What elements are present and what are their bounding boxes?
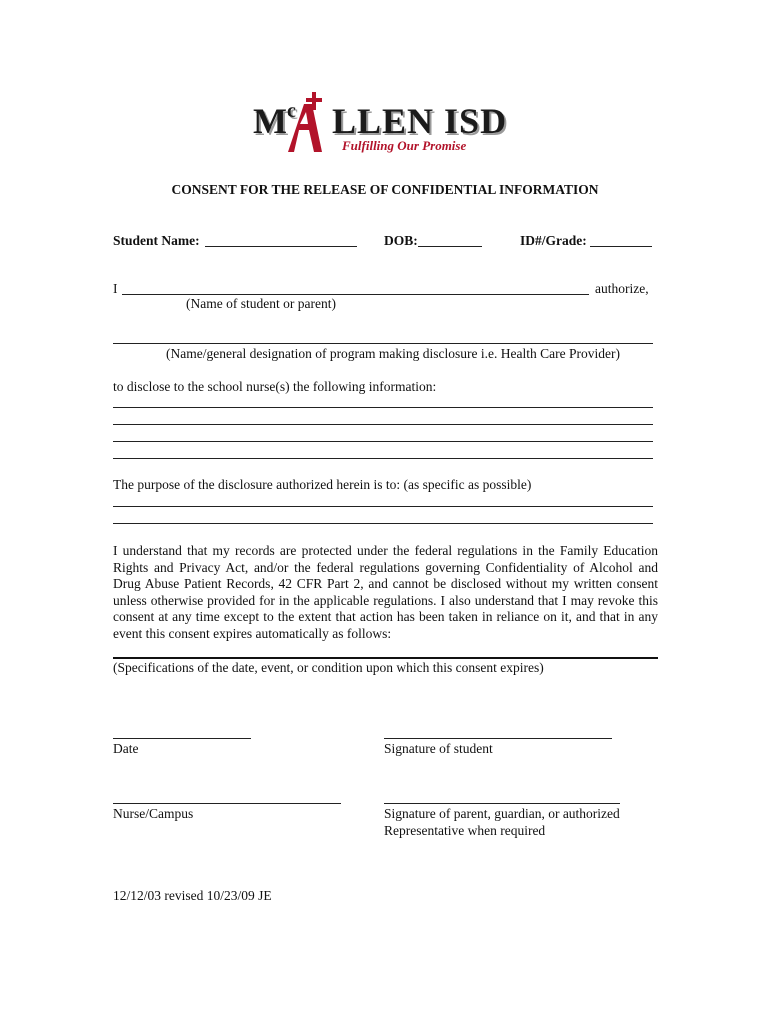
logo-wordmark-left: $M^c$	[253, 100, 296, 141]
disclose-text: to disclose to the school nurse(s) the following information:	[113, 379, 437, 394]
authorize-prefix: I	[113, 281, 118, 296]
logo-wordmark-right: LLEN ISD	[332, 101, 508, 141]
dob-label: DOB:	[384, 233, 418, 248]
authorizer-name-caption: (Name of student or parent)	[186, 296, 336, 311]
expiry-field[interactable]	[113, 657, 658, 659]
form-title: CONSENT FOR THE RELEASE OF CONFIDENTIAL INFORMATION	[171, 182, 599, 197]
id-grade-label: ID#/Grade:	[520, 233, 587, 248]
date-label: Date	[113, 741, 139, 756]
information-line-3[interactable]	[113, 441, 653, 442]
purpose-line-1[interactable]	[113, 506, 653, 507]
authorizer-name-field[interactable]	[122, 294, 589, 295]
authorize-suffix: authorize,	[595, 281, 649, 296]
student-name-field[interactable]	[205, 246, 357, 247]
student-signature-label: Signature of student	[384, 741, 493, 756]
nurse-campus-label: Nurse/Campus	[113, 806, 194, 821]
information-line-2[interactable]	[113, 424, 653, 425]
information-line-1[interactable]	[113, 407, 653, 408]
district-logo	[250, 96, 530, 160]
student-signature-line[interactable]	[384, 738, 612, 739]
purpose-text: The purpose of the disclosure authorized herein is to: (as specific as possible)	[113, 477, 532, 492]
revision-note: 12/12/03 revised 10/23/09 JE	[113, 888, 272, 903]
student-name-label: Student Name:	[113, 233, 200, 248]
date-line[interactable]	[113, 738, 251, 739]
logo-tagline: Fulfilling Our Promise	[342, 138, 467, 153]
information-line-4[interactable]	[113, 458, 653, 459]
expiry-caption: (Specifications of the date, event, or condition upon which this consent expires)	[113, 660, 544, 675]
program-name-caption: (Name/general designation of program making disclosure i.e. Health Care Provider)	[166, 346, 620, 361]
program-name-field[interactable]	[113, 343, 653, 344]
parent-signature-label-line1: Signature of parent, guardian, or authorized	[384, 806, 620, 821]
parent-signature-line[interactable]	[384, 803, 620, 804]
purpose-line-2[interactable]	[113, 523, 653, 524]
understanding-paragraph: I understand that my records are protected under the federal regulations in the Family Education Rights and Privacy Act, and/or the federal regulations governing Confidentiality of Alcohol and Drug Abuse Patient Records, 42 CFR Part 2, and cannot be disclosed without my written consent unless otherwise provided for in the applicable regulations. I also understand that I may revoke this consent at any time except to the extent that action has been taken in reliance on it, and that in any event this consent expires automatically as follows:	[113, 543, 658, 641]
parent-signature-label-line2: Representative when required	[384, 823, 546, 838]
dob-field[interactable]	[418, 246, 482, 247]
id-grade-field[interactable]	[590, 246, 652, 247]
nurse-campus-line[interactable]	[113, 803, 341, 804]
